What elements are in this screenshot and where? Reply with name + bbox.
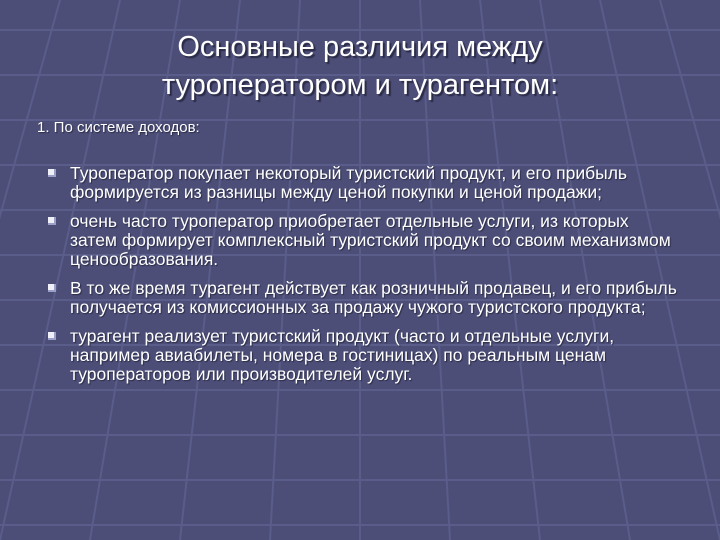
bullet-text: турагент реализует туристский продукт (часто и отдельные услуги, например авиабилеты, номера в гостиницах) по реальным ценам туроператоров или производителей услуг. xyxy=(70,326,615,384)
bullet-item-4 xyxy=(48,327,678,384)
square-bullet-icon xyxy=(48,169,56,177)
slide-title xyxy=(0,28,720,104)
bullet-text: В то же время турагент действует как розничный продавец, и его прибыль получается из комиссионных за продажу чужого туристского продукта; xyxy=(70,278,677,317)
subheading: 1. По системе доходов: xyxy=(37,119,200,136)
square-bullet-icon xyxy=(48,284,56,292)
title-line-1: Основные различия между xyxy=(177,31,543,63)
bullet-item-3 xyxy=(48,279,678,317)
bullet-list xyxy=(48,164,678,394)
square-bullet-icon xyxy=(48,217,56,225)
bullet-item-2 xyxy=(48,212,678,269)
bullet-item-1 xyxy=(48,164,678,202)
bullet-text: Туроператор покупает некоторый туристский продукт, и его прибыль формируется из разницы между ценой покупки и ценой продажи; xyxy=(70,163,628,202)
square-bullet-icon xyxy=(48,332,56,340)
bullet-text: очень часто туроператор приобретает отдельные услуги, из которых затем формирует комплексный туристский продукт со своим механизмом ценообразования. xyxy=(70,211,671,269)
title-line-2: туроператором и турагентом: xyxy=(161,69,559,101)
